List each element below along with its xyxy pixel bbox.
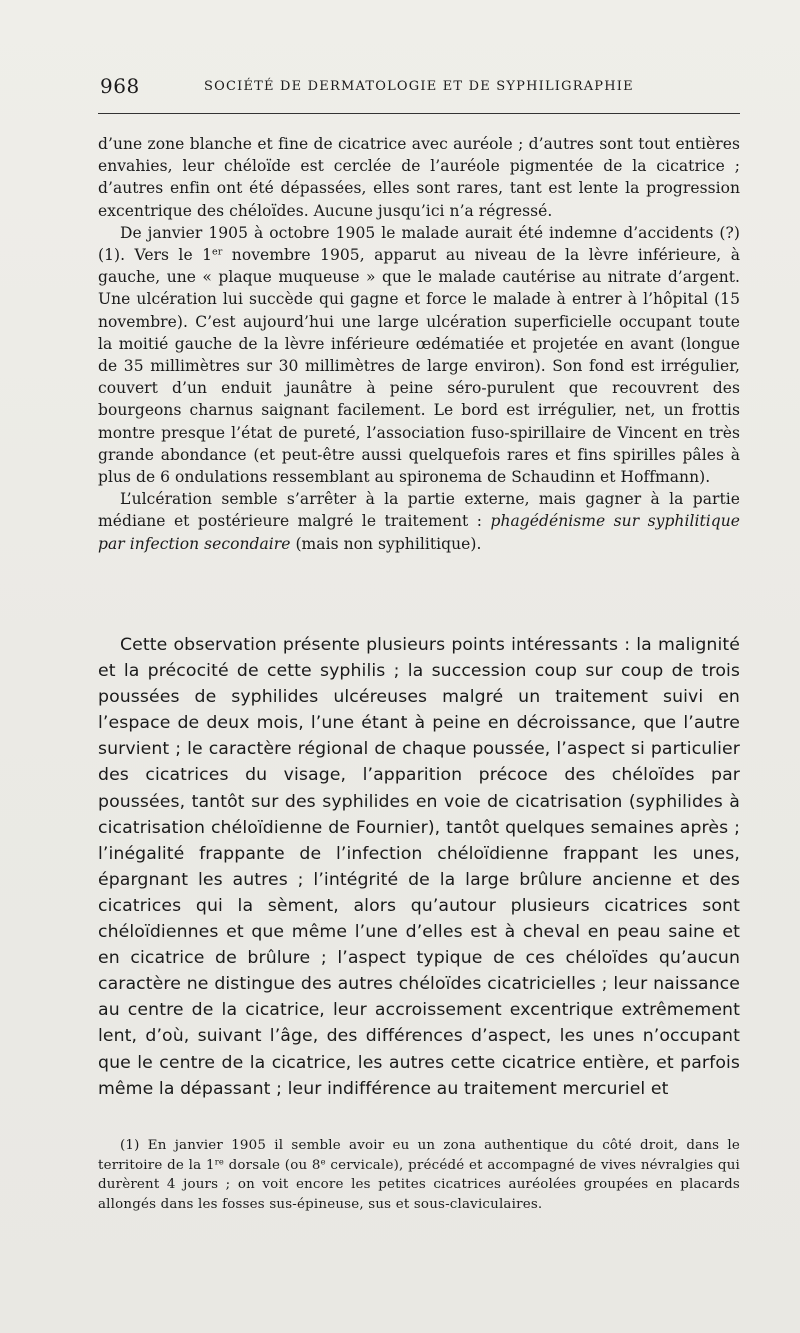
- page-header: [100, 74, 740, 104]
- footnote-1-start: (1) En janvier 1905 il semble avoir eu un zona authentique du côté droit, dans le territoire de la 1: [98, 1138, 740, 1173]
- footnote-1-middle: dorsale (ou 8: [223, 1157, 321, 1173]
- header-rule: [98, 113, 740, 114]
- observation-text: [98, 133, 740, 555]
- observation-paragraph-2: [98, 222, 740, 488]
- footnote-section: [98, 1136, 740, 1214]
- observation-paragraph-3-start: L’ulcération semble s’arrêter à la partie externe, mais gagner à la partie médiane et postérieure malgré le traitement :: [98, 490, 740, 531]
- ordinal-superscript: er: [212, 246, 223, 258]
- page-number: 968: [100, 74, 140, 98]
- observation-paragraph-3: [98, 488, 740, 555]
- observation-paragraph-1: d’une zone blanche et fine de cicatrice avec auréole ; d’autres sont tout entières envahies, leur chéloïde est cerclée de l’auréole pigmentée de la cicatrice ; d’autres enfin ont été dépassées, elles sont rares, tant est lente la progression excentrique des chéloïdes. Aucune jusqu’ici n’a régressé.: [98, 135, 740, 220]
- commentary-paragraph: Cette observation présente plusieurs points intéressants : la malignité et la précocité de cette syphilis ; la succession coup sur coup de trois poussées de syphilides ulcéreuses malgré un traitement suivi en l’espace de deux mois, l’une étant à peine en décroissance, que l’autre survient ; le caractère régional de chaque poussée, l’aspect si particulier des cicatrices du visage, l’apparition précoce des chéloïdes par poussées, tantôt sur des syphilides en voie de cicatrisation (syphilides à cicatrisation chéloïdienne de Fournier), tantôt quelques semaines après ; l’inégalité frappante de l’infection chéloïdienne frappant les unes, épargnant les autres ; l’intégrité de la large brûlure ancienne et des cicatrices qui la sèment, alors qu’autour plusieurs cicatrices sont chéloïdiennes et que même l’une d’elles est à cheval en peau saine et en cicatrice de brûlure ; l’aspect typique de ces chéloïdes qu’aucun caractère ne distingue des autres chéloïdes cicatricielles ; leur naissance au centre de la cicatrice, leur accroissement excentrique extrêmement lent, d’où, suivant l’âge, des différences d’aspect, les unes n’occupant que le centre de la cicatrice, les autres cette cicatrice entière, et parfois même la dépassant ; leur indifférence au traitement mercuriel et: [98, 635, 740, 1099]
- observation-paragraph-2-rest: novembre 1905, apparut au niveau de la lèvre inférieure, à gauche, une « plaque muqueuse » que le malade cautérise au nitrate d’argent. Une ulcération lui succède qui gagne et force le malade à entrer à l’hôpital (15 novembre). C’est aujourd’hui une large ulcération superficielle occupant toute la moitié gauche de la lèvre inférieure œdématiée et projetée en avant (longue de 35 millimètres sur 30 millimètres de large environ). Son fond est irrégulier, couvert d’un enduit jaunâtre à peine séro-purulent que recouvrent des bourgeons charnus saignant facilement. Le bord est irrégulier, net, un frottis montre presque l’état de pureté, l’association fuso-spirillaire de Vincent en très grande abondance (et peut-être aussi quelquefois rares et fins spirilles pâles à plus de 6 ondulations ressemblant au spironema de Schaudinn et Hoffmann).: [98, 246, 740, 487]
- commentary-section: [98, 632, 740, 1102]
- footnote-superscript-1: re: [214, 1155, 224, 1166]
- observation-paragraph-2-start: De janvier 1905 à octobre 1905 le malade aurait été indemne d’accidents (?) (1). Vers le 1: [98, 223, 740, 265]
- observation-paragraph-3-end: (mais non syphilitique).: [290, 534, 482, 553]
- footnote-1-end: cervicale), précédé et accompagné de vives névralgies qui durèrent 4 jours ; on voit encore les petites cicatrices auréolées groupées en placards allongés dans les fosses sus-épineuse, sus et sous-claviculaires.: [98, 1157, 740, 1212]
- running-title: SOCIÉTÉ DE DERMATOLOGIE ET DE SYPHILIGRAPHIE: [204, 79, 634, 94]
- footnote-superscript-2: e: [320, 1155, 326, 1166]
- diagnosis-italic: phagédénisme sur syphilitique par infection secondaire: [98, 512, 740, 553]
- footnote-1: [98, 1136, 740, 1214]
